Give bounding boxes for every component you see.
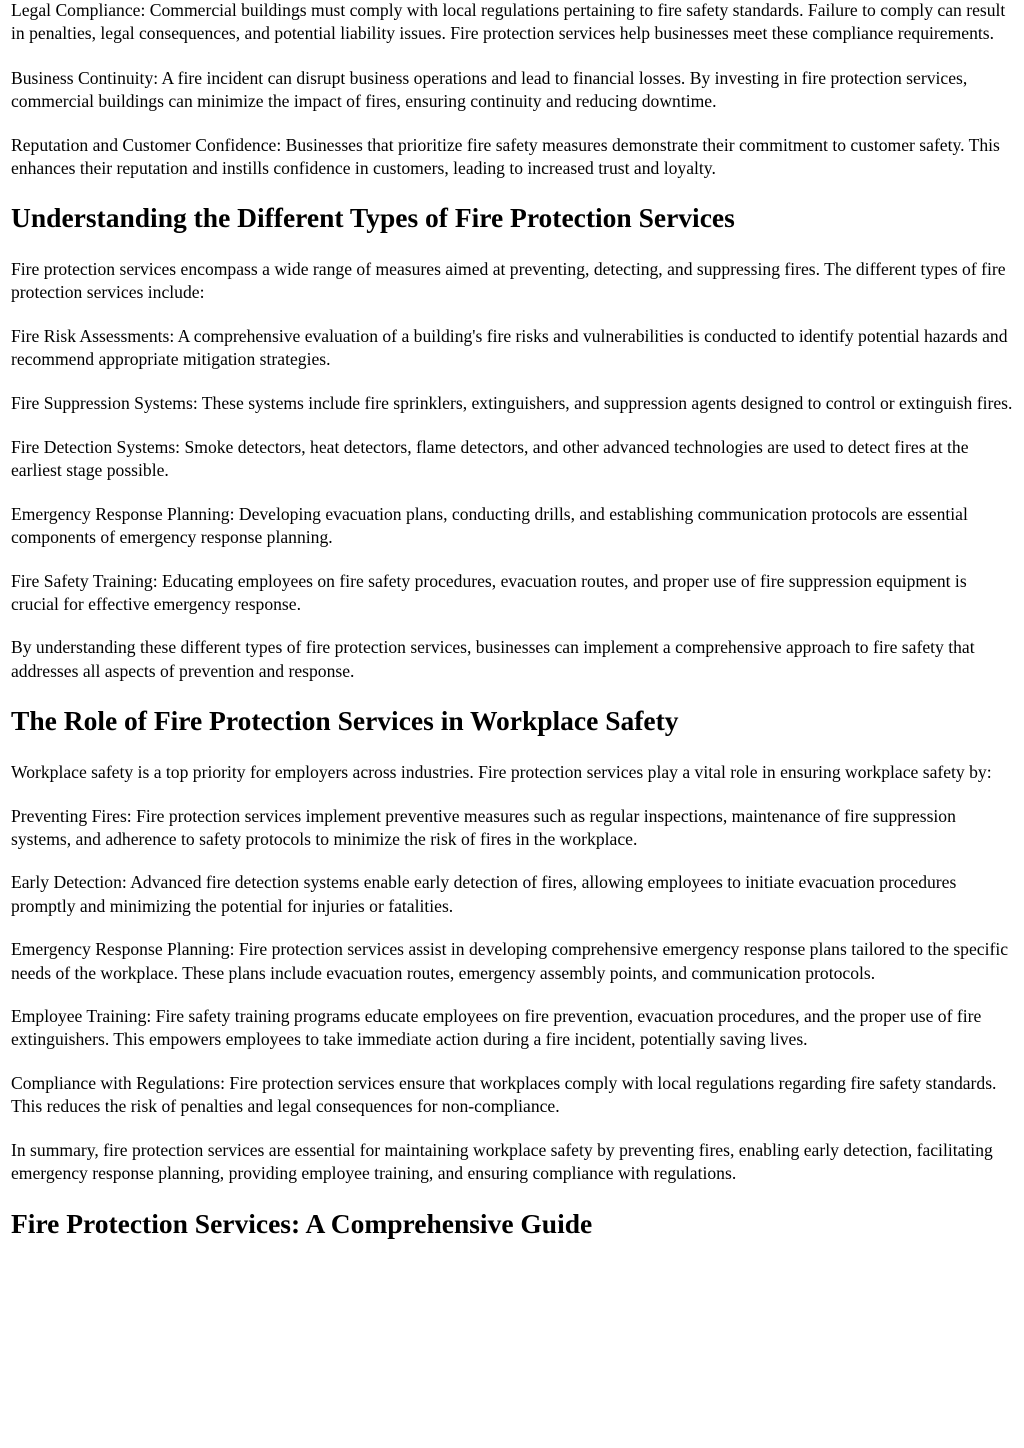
paragraph-types-summary: By understanding these different types of fire protection services, businesses can implement a comprehensive approach to fire safety that addresses all aspects of prevention and response. <box>11 637 975 681</box>
paragraph-risk-assessments: Fire Risk Assessments: A comprehensive evaluation of a building's fire risks and vulnerabilities is conducted to identify potential hazards and recommend appropriate mitigation strategies. <box>11 326 1008 370</box>
paragraph-detection-systems: Fire Detection Systems: Smoke detectors, heat detectors, flame detectors, and other advanced technologies are used to detect fires at the earliest stage possible. <box>11 436 969 480</box>
paragraph-business-continuity: Business Continuity: A fire incident can disrupt business operations and lead to financial losses. By investing in fire protection services, commercial buildings can minimize the impact of fires, ensuring continuity and reducing downtime. <box>11 67 968 112</box>
paragraph-workplace-intro: Workplace safety is a top priority for employers across industries. Fire protection services play a vital role in ensuring workplace safety by: <box>11 761 992 782</box>
paragraph-employee-training: Employee Training: Fire safety training programs educate employees on fire prevention, evacuation procedures, and the proper use of fire extinguishers. This empowers employees to take immediate action during a fire incident, potentially saving lives. <box>11 1006 982 1050</box>
section-heading-types: Understanding the Different Types of Fire Protection Services <box>11 202 735 234</box>
paragraph-legal-compliance: Legal Compliance: Commercial buildings must comply with local regulations pertaining to fire safety standards. Failure to comply can result in penalties, legal consequences, and potential liability issues. Fire protection services help businesses meet these compliance requirements. <box>11 0 1006 44</box>
paragraph-types-intro: Fire protection services encompass a wide range of measures aimed at preventing, detecting, and suppressing fires. The different types of fire protection services include: <box>11 259 1006 303</box>
paragraph-workplace-summary: In summary, fire protection services are essential for maintaining workplace safety by preventing fires, enabling early detection, facilitating emergency response planning, providing employee training, and ensuring compliance with regulations. <box>11 1140 993 1184</box>
paragraph-safety-training: Fire Safety Training: Educating employees on fire safety procedures, evacuation routes, and proper use of fire suppression equipment is crucial for effective emergency response. <box>11 570 967 614</box>
paragraph-response-planning: Emergency Response Planning: Fire protection services assist in developing comprehensive emergency response plans tailored to the specific needs of the workplace. These plans include evacuation routes, emergency assembly points, and communication protocols. <box>11 939 1009 983</box>
paragraph-preventing-fires: Preventing Fires: Fire protection services implement preventive measures such as regular inspections, maintenance of fire suppression systems, and adherence to safety protocols to minimize the risk of fires in the workplace. <box>11 805 956 849</box>
paragraph-reputation: Reputation and Customer Confidence: Businesses that prioritize fire safety measures demonstrate their commitment to customer safety. This enhances their reputation and instills confidence in customers, leading to increased trust and loyalty. <box>11 134 1000 179</box>
paragraph-compliance-regulations: Compliance with Regulations: Fire protection services ensure that workplaces comply with local regulations regarding fire safety standards. This reduces the risk of penalties and legal consequences for non-compliance. <box>11 1073 997 1117</box>
paragraph-emergency-planning: Emergency Response Planning: Developing evacuation plans, conducting drills, and establishing communication protocols are essential components of emergency response planning. <box>11 503 968 547</box>
paragraph-early-detection: Early Detection: Advanced fire detection systems enable early detection of fires, allowing employees to initiate evacuation procedures promptly and minimizing the potential for injuries or fatalities. <box>11 872 957 916</box>
section-heading-guide: Fire Protection Services: A Comprehensive Guide <box>11 1207 593 1239</box>
paragraph-suppression-systems: Fire Suppression Systems: These systems include fire sprinklers, extinguishers, and suppression agents designed to control or extinguish fires. <box>11 393 1013 414</box>
section-heading-workplace: The Role of Fire Protection Services in Workplace Safety <box>11 704 679 736</box>
